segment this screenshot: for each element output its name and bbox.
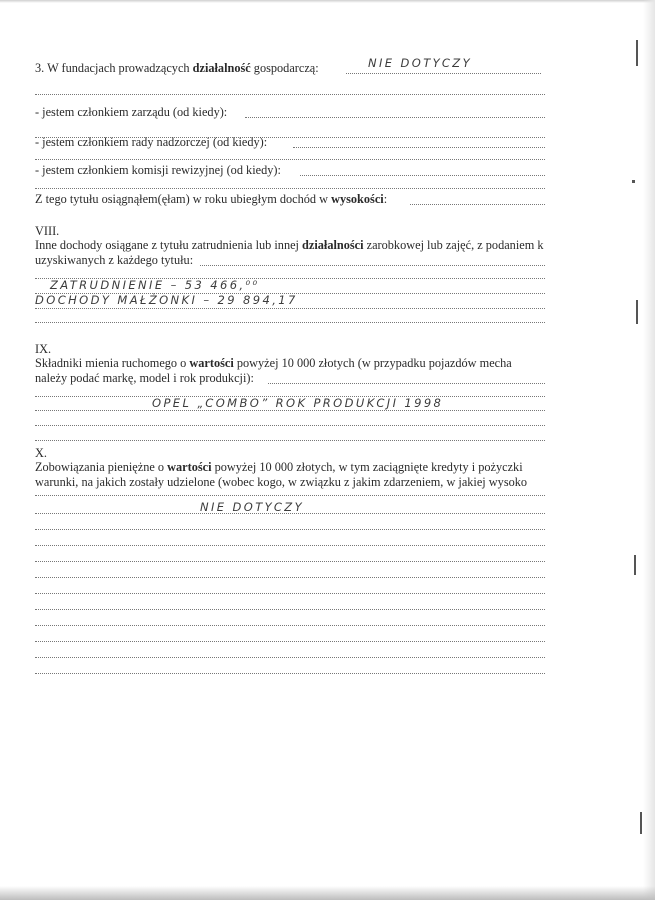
answer-line [346, 73, 541, 74]
label-text: zarobkowej lub zajęć, z podaniem k [363, 238, 544, 252]
answer-line [35, 529, 545, 530]
answer-line [268, 383, 545, 384]
label-bold: wartości [189, 356, 234, 370]
foundation-activity-label [35, 61, 319, 75]
scan-edge-right [643, 0, 655, 900]
answer-line [35, 159, 545, 160]
handwritten-entry-employment: ZATRUDNIENIE – 53 466,⁰⁰ [50, 278, 260, 292]
scan-edge-bottom [0, 886, 655, 900]
label-bold: wysokości [331, 192, 384, 206]
movable-assets-label [35, 356, 512, 370]
supervisory-member-label: - jestem członkiem rady nadzorczej (od kiedy): [35, 135, 268, 149]
answer-line [410, 204, 545, 205]
answer-line [35, 495, 545, 496]
label-text: Inne dochody osiągane z tytułu zatrudnienia lub innej [35, 238, 303, 252]
handwritten-answer: NIE DOTYCZY [368, 56, 473, 70]
handwritten-entry-spouse-income: DOCHODY MAŁŻONKI – 29 894,17 [35, 293, 298, 307]
scan-artifact [632, 180, 635, 183]
other-income-label-cont: uzyskiwanych z każdego tytułu: [35, 253, 194, 267]
answer-line [35, 188, 545, 189]
answer-line [245, 117, 545, 118]
answer-line [35, 440, 545, 441]
label-text: Zobowiązania pieniężne o [35, 460, 168, 474]
answer-line [35, 410, 545, 411]
label-text: powyżej 10 000 złotych, w tym zaciągnięte kredyty i pożyczki [211, 460, 523, 474]
answer-line [35, 609, 545, 610]
label-text: 3. W fundacjach prowadzących [35, 61, 193, 75]
income-amount-label [35, 192, 387, 206]
answer-line [35, 593, 545, 594]
answer-line [35, 561, 545, 562]
label-bold: działalność [192, 61, 251, 75]
answer-line [35, 625, 545, 626]
label-text: powyżej 10 000 złotych (w przypadku pojazdów mecha [233, 356, 512, 370]
answer-line [35, 308, 545, 309]
answer-line [35, 577, 545, 578]
board-member-label: - jestem członkiem zarządu (od kiedy): [35, 105, 228, 119]
label-bold: działalności [302, 238, 364, 252]
answer-line [35, 322, 545, 323]
label-bold: wartości [167, 460, 212, 474]
scan-artifact [640, 812, 642, 834]
scan-artifact [636, 40, 638, 66]
label-text: Składniki mienia ruchomego o [35, 356, 190, 370]
audit-member-label: - jestem członkiem komisji rewizyjnej (od kiedy): [35, 163, 281, 177]
liabilities-label-cont: warunki, na jakich zostały udzielone (wobec kogo, w związku z jakim zdarzeniem, w jakiej wysoko [35, 475, 528, 489]
section-x-number: X. [35, 446, 47, 460]
section-viii-number: VIII. [35, 224, 60, 238]
answer-line [300, 175, 545, 176]
answer-line [35, 94, 545, 95]
liabilities-label [35, 460, 523, 474]
answer-line [35, 673, 545, 674]
answer-line [293, 147, 545, 148]
answer-line [35, 641, 545, 642]
handwritten-answer: NIE DOTYCZY [200, 500, 305, 514]
other-income-label [35, 238, 544, 252]
answer-line [35, 545, 545, 546]
answer-line [35, 425, 545, 426]
movable-assets-label-cont: należy podać markę, model i rok produkcji): [35, 371, 254, 385]
handwritten-entry-vehicle: OPEL „COMBO” ROK PRODUKCJI 1998 [152, 396, 444, 410]
scan-artifact [634, 555, 636, 575]
answer-line [200, 265, 545, 266]
section-ix-number: IX. [35, 342, 52, 356]
label-text: gospodarczą: [250, 61, 319, 75]
answer-line [35, 657, 545, 658]
scan-artifact [636, 300, 638, 324]
label-text: : [383, 192, 388, 206]
scan-edge-top [0, 0, 655, 3]
label-text: Z tego tytułu osiągnąłem(ęłam) w roku ubiegłym dochód w [35, 192, 332, 206]
